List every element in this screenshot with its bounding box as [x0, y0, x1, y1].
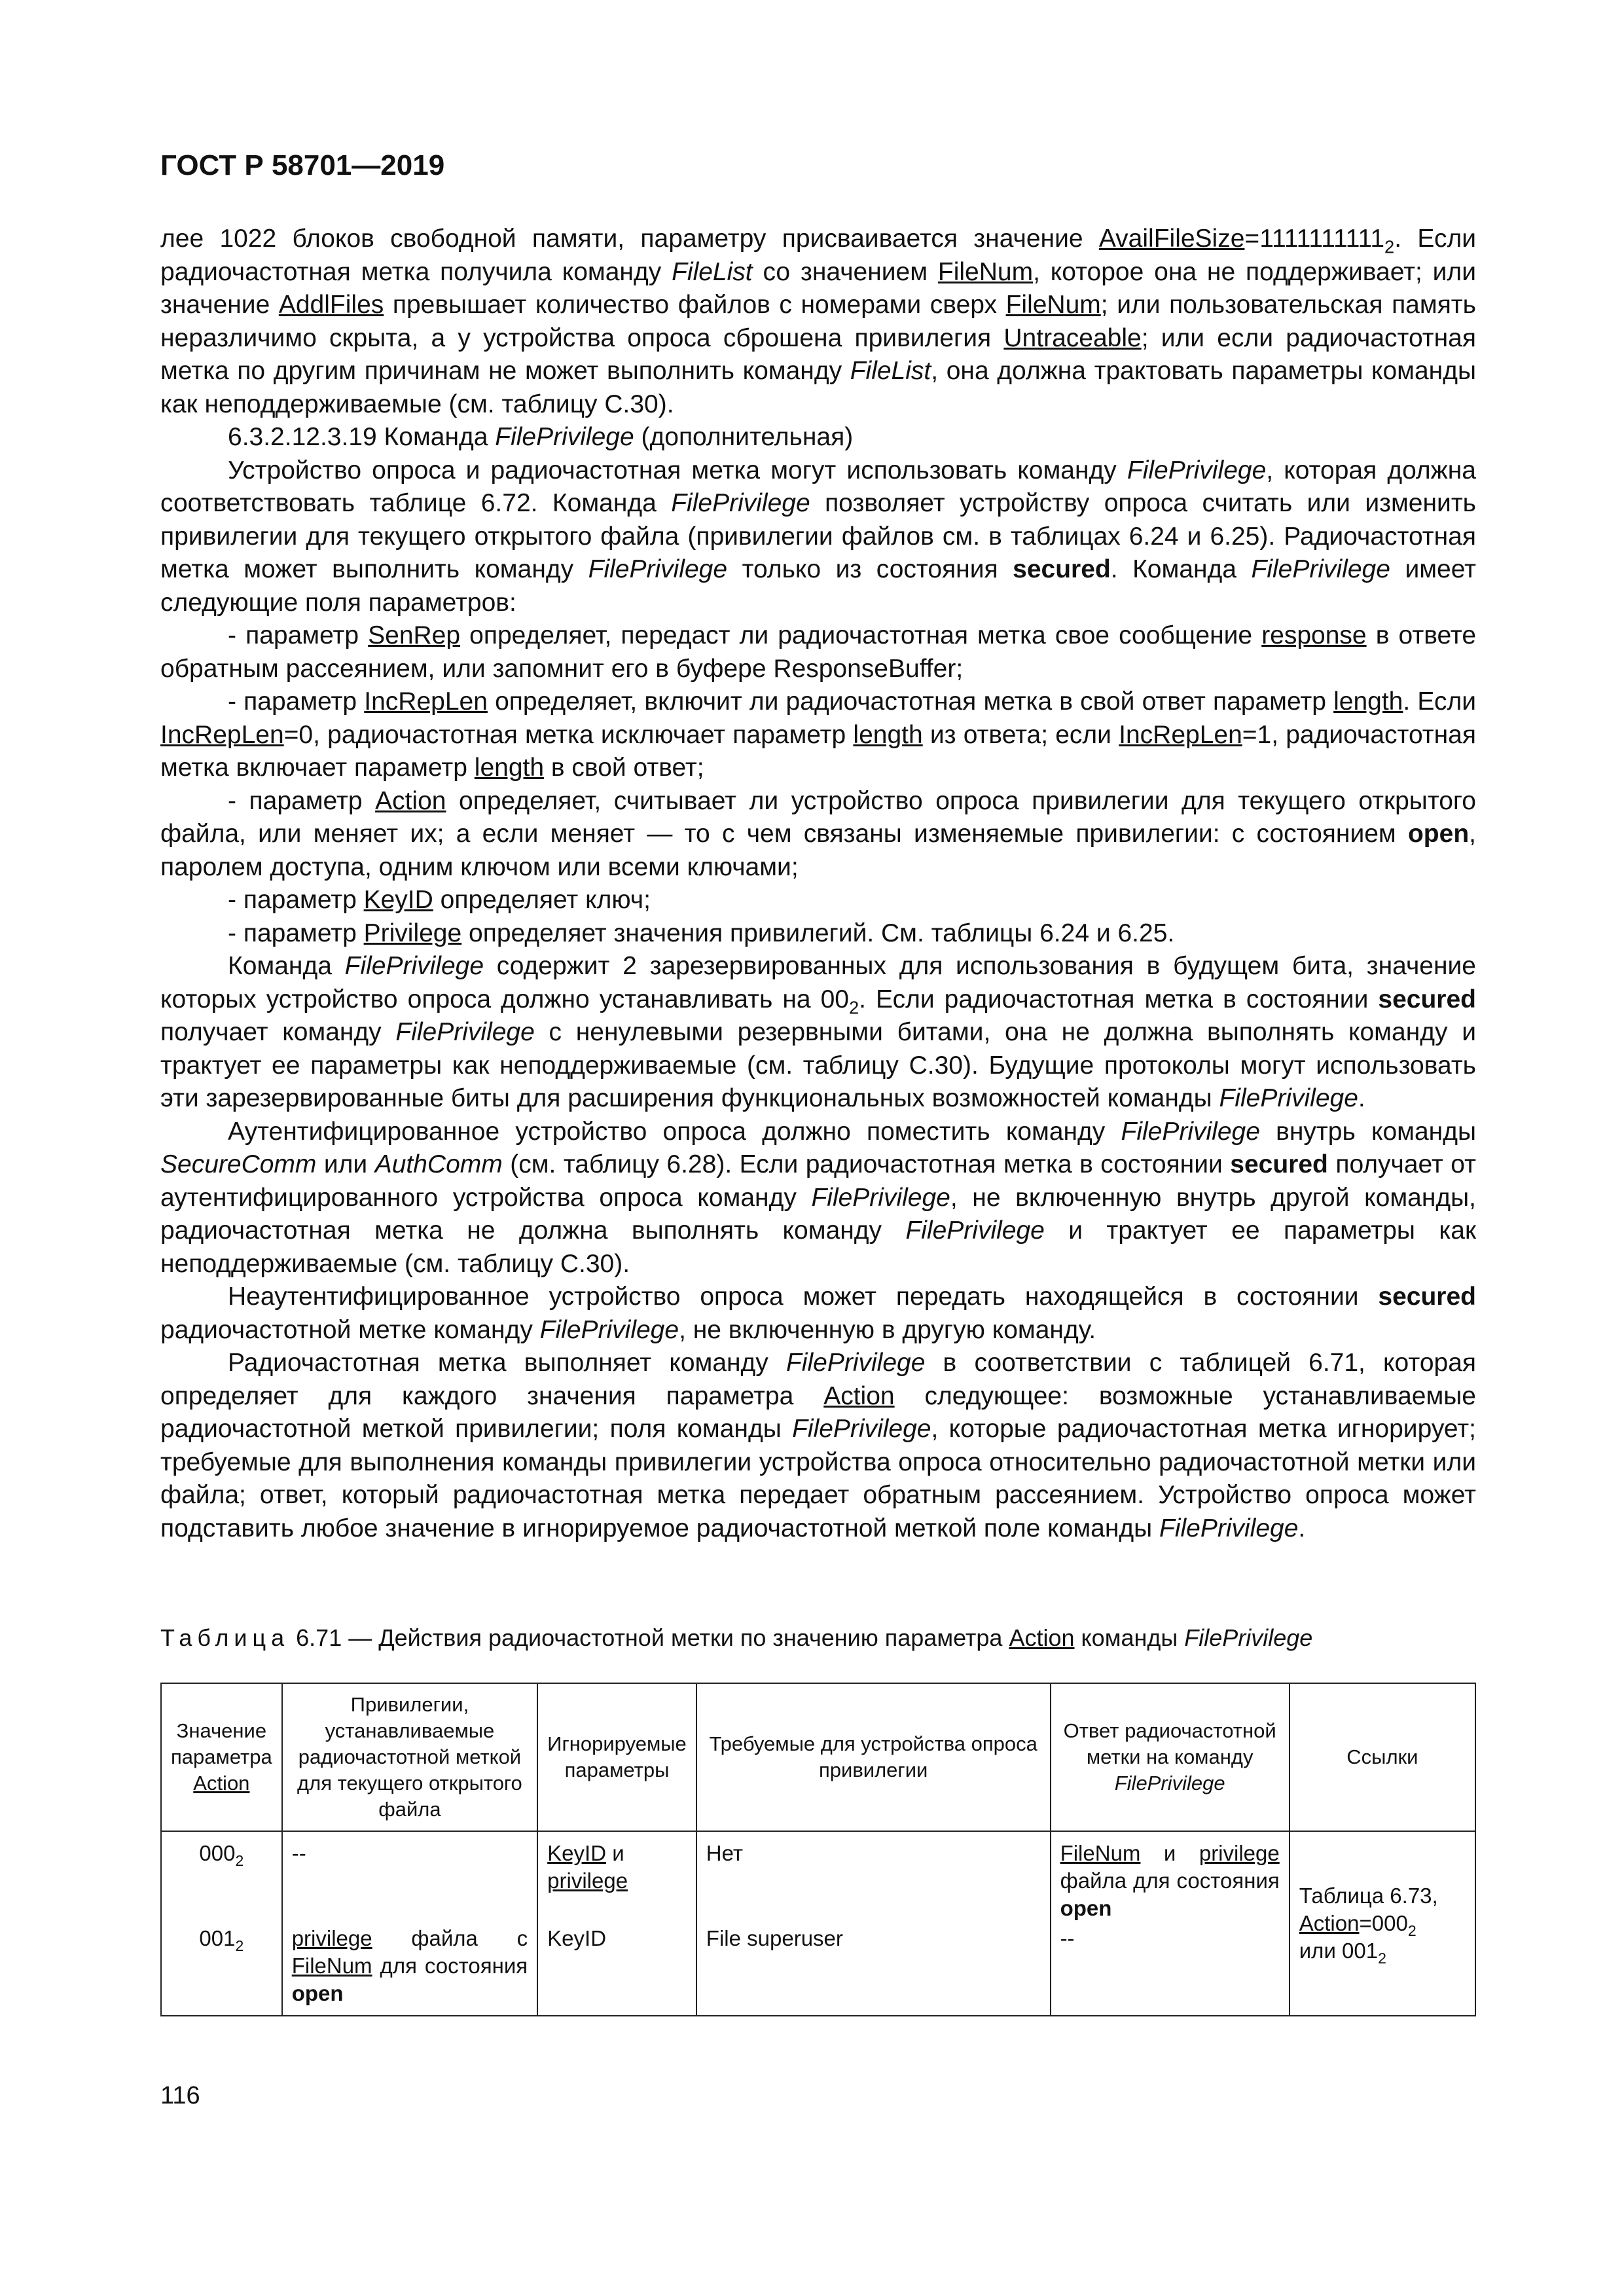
table-caption: Таблица 6.71 — Действия радиочастотной метки по значению параметра Action команды FilePrivilege [160, 1624, 1313, 1651]
cell-action-value: $000_2$ $001_2$ [161, 1831, 282, 2015]
list-item: - параметр KeyID определяет ключ; [228, 886, 651, 914]
header-required-privileges: Требуемые для устройства опроса привилегии [696, 1683, 1051, 1831]
cell-ignored-params: KeyID и privilege KeyID [537, 1831, 696, 2015]
privilege-table [160, 1683, 1476, 2016]
header-ignored-params: Игнорируемые параметры [537, 1683, 696, 1831]
paragraph: Радиочастотная метка выполняет команду FilePrivilege в соответствии с таблицей 6.71, которая определяет для каждого значения параметра Action следующее: возможные устанавливаемые радиочастотной меткой привилегии; поля команды FilePrivilege, которые радиочастотная метка игнорирует; требуемые для выполнения команды привилегии устройства опроса относительно радиочастотной метки или файла; ответ, который радиочастотная метка передает обратным рассеянием. Устройство опроса может подставить любое значение в игнорируемое радиочастотной меткой поле команды FilePrivilege. [160, 1349, 1477, 1542]
header-privileges-set: Привилегии, устанавливаемые радиочастотной меткой для текущего открытого файла [282, 1683, 537, 1831]
header-response: Ответ радиочастотной метки на команду FilePrivilege [1051, 1683, 1290, 1831]
cell-response: FileNum и privilege файла для состояния open -- [1051, 1831, 1290, 2015]
cell-required-privileges: Нет File superuser [696, 1831, 1051, 2015]
table-row [161, 1831, 1475, 2015]
list-item: - параметр IncRepLen определяет, включит ли радиочастотная метка в свой ответ параметр length. Если IncRepLen=0, радиочастотная метка исключает параметр length из ответа; если IncRepLen=1, радиочастотная метка включает параметр length в свой ответ; [160, 687, 1476, 782]
header-references: Ссылки [1290, 1683, 1475, 1831]
page-header-doc-id: ГОСТ Р 58701—2019 [160, 149, 445, 181]
table-header-row [161, 1683, 1475, 1831]
paragraph: Команда FilePrivilege содержит 2 зарезервированных для использования в будущем бита, значение которых устройство опроса должно устанавливать на $00_2$. Если радиочастотная метка в состоянии secured получает команду FilePrivilege с ненулевыми резервными битами, она не должна выполнять команду и трактует ее параметры как неподдерживаемые (см. таблицу С.30). Будущие протоколы могут использовать эти зарезервированные биты для расширения функциональных возможностей команды FilePrivilege. [160, 952, 1476, 1112]
cell-references: Таблица 6.73, $Action=000_2$ или $001_2$ [1290, 1831, 1475, 2015]
paragraph: Устройство опроса и радиочастотная метка могут использовать команду FilePrivilege, которая должна соответствовать таблице 6.72. Команда FilePrivilege позволяет устройству опроса считать или изменить привилегии для текущего открытого файла (привилегии файлов см. в таблицах 6.24 и 6.25). Радиочастотная метка может выполнить команду FilePrivilege только из состояния secured. Команда FilePrivilege имеет следующие поля параметров: [160, 456, 1477, 617]
cell-privileges-set: -- privilege файла с FileNum для состояния open [282, 1831, 537, 2015]
paragraph: Неаутентифицированное устройство опроса может передать находящейся в состоянии secured радиочастотной метке команду FilePrivilege, не включенную в другую команду. [160, 1283, 1476, 1344]
page-number: 116 [160, 2082, 200, 2109]
list-item: - параметр SenRep определяет, передаст ли радиочастотная метка свое сообщение response в ответе обратным рассеянием, или запомнит его в буфере ResponseBuffer; [160, 621, 1477, 683]
list-item: - параметр Action определяет, считывает ли устройство опроса привилегии для текущего открытого файла, или меняет их; а если меняет — то с чем связаны изменяемые привилегии: с состоянием open, паролем доступа, одним ключом или всеми ключами; [160, 786, 1476, 881]
paragraph: лее 1022 блоков свободной памяти, параметру присваивается значение $AvailFileSize=1111111111_2$. Если радиочастотная метка получила команду FileList со значением FileNum, которое она не поддерживает; или значение AddlFiles превышает количество файлов с номерами сверх FileNum; или пользовательская память неразличимо скрыта, а у устройства опроса сброшена привилегия Untraceable; или если радиочастотная метка по другим причинам не может выполнить команду FileList, она должна трактовать параметры команды как неподдерживаемые (см. таблицу С.30). [160, 225, 1476, 418]
section-heading: 6.3.2.12.3.19 Команда FilePrivilege (дополнительная) [228, 423, 854, 451]
table-bottom-border [161, 2015, 1475, 2016]
body-text [160, 223, 1476, 1545]
paragraph: Аутентифицированное устройство опроса должно поместить команду FilePrivilege внутрь команды SecureComm или AuthComm (см. таблицу 6.28). Если радиочастотная метка в состоянии secured получает от аутентифицированного устройства опроса команду FilePrivilege, не включенную внутрь другой команды, радиочастотная метка не должна выполнять команду FilePrivilege и трактует ее параметры как неподдерживаемые (см. таблицу С.30). [160, 1117, 1477, 1278]
header-action-value: Значение параметра Action [161, 1683, 282, 1831]
list-item: - параметр Privilege определяет значения привилегий. См. таблицы 6.24 и 6.25. [228, 919, 1175, 947]
